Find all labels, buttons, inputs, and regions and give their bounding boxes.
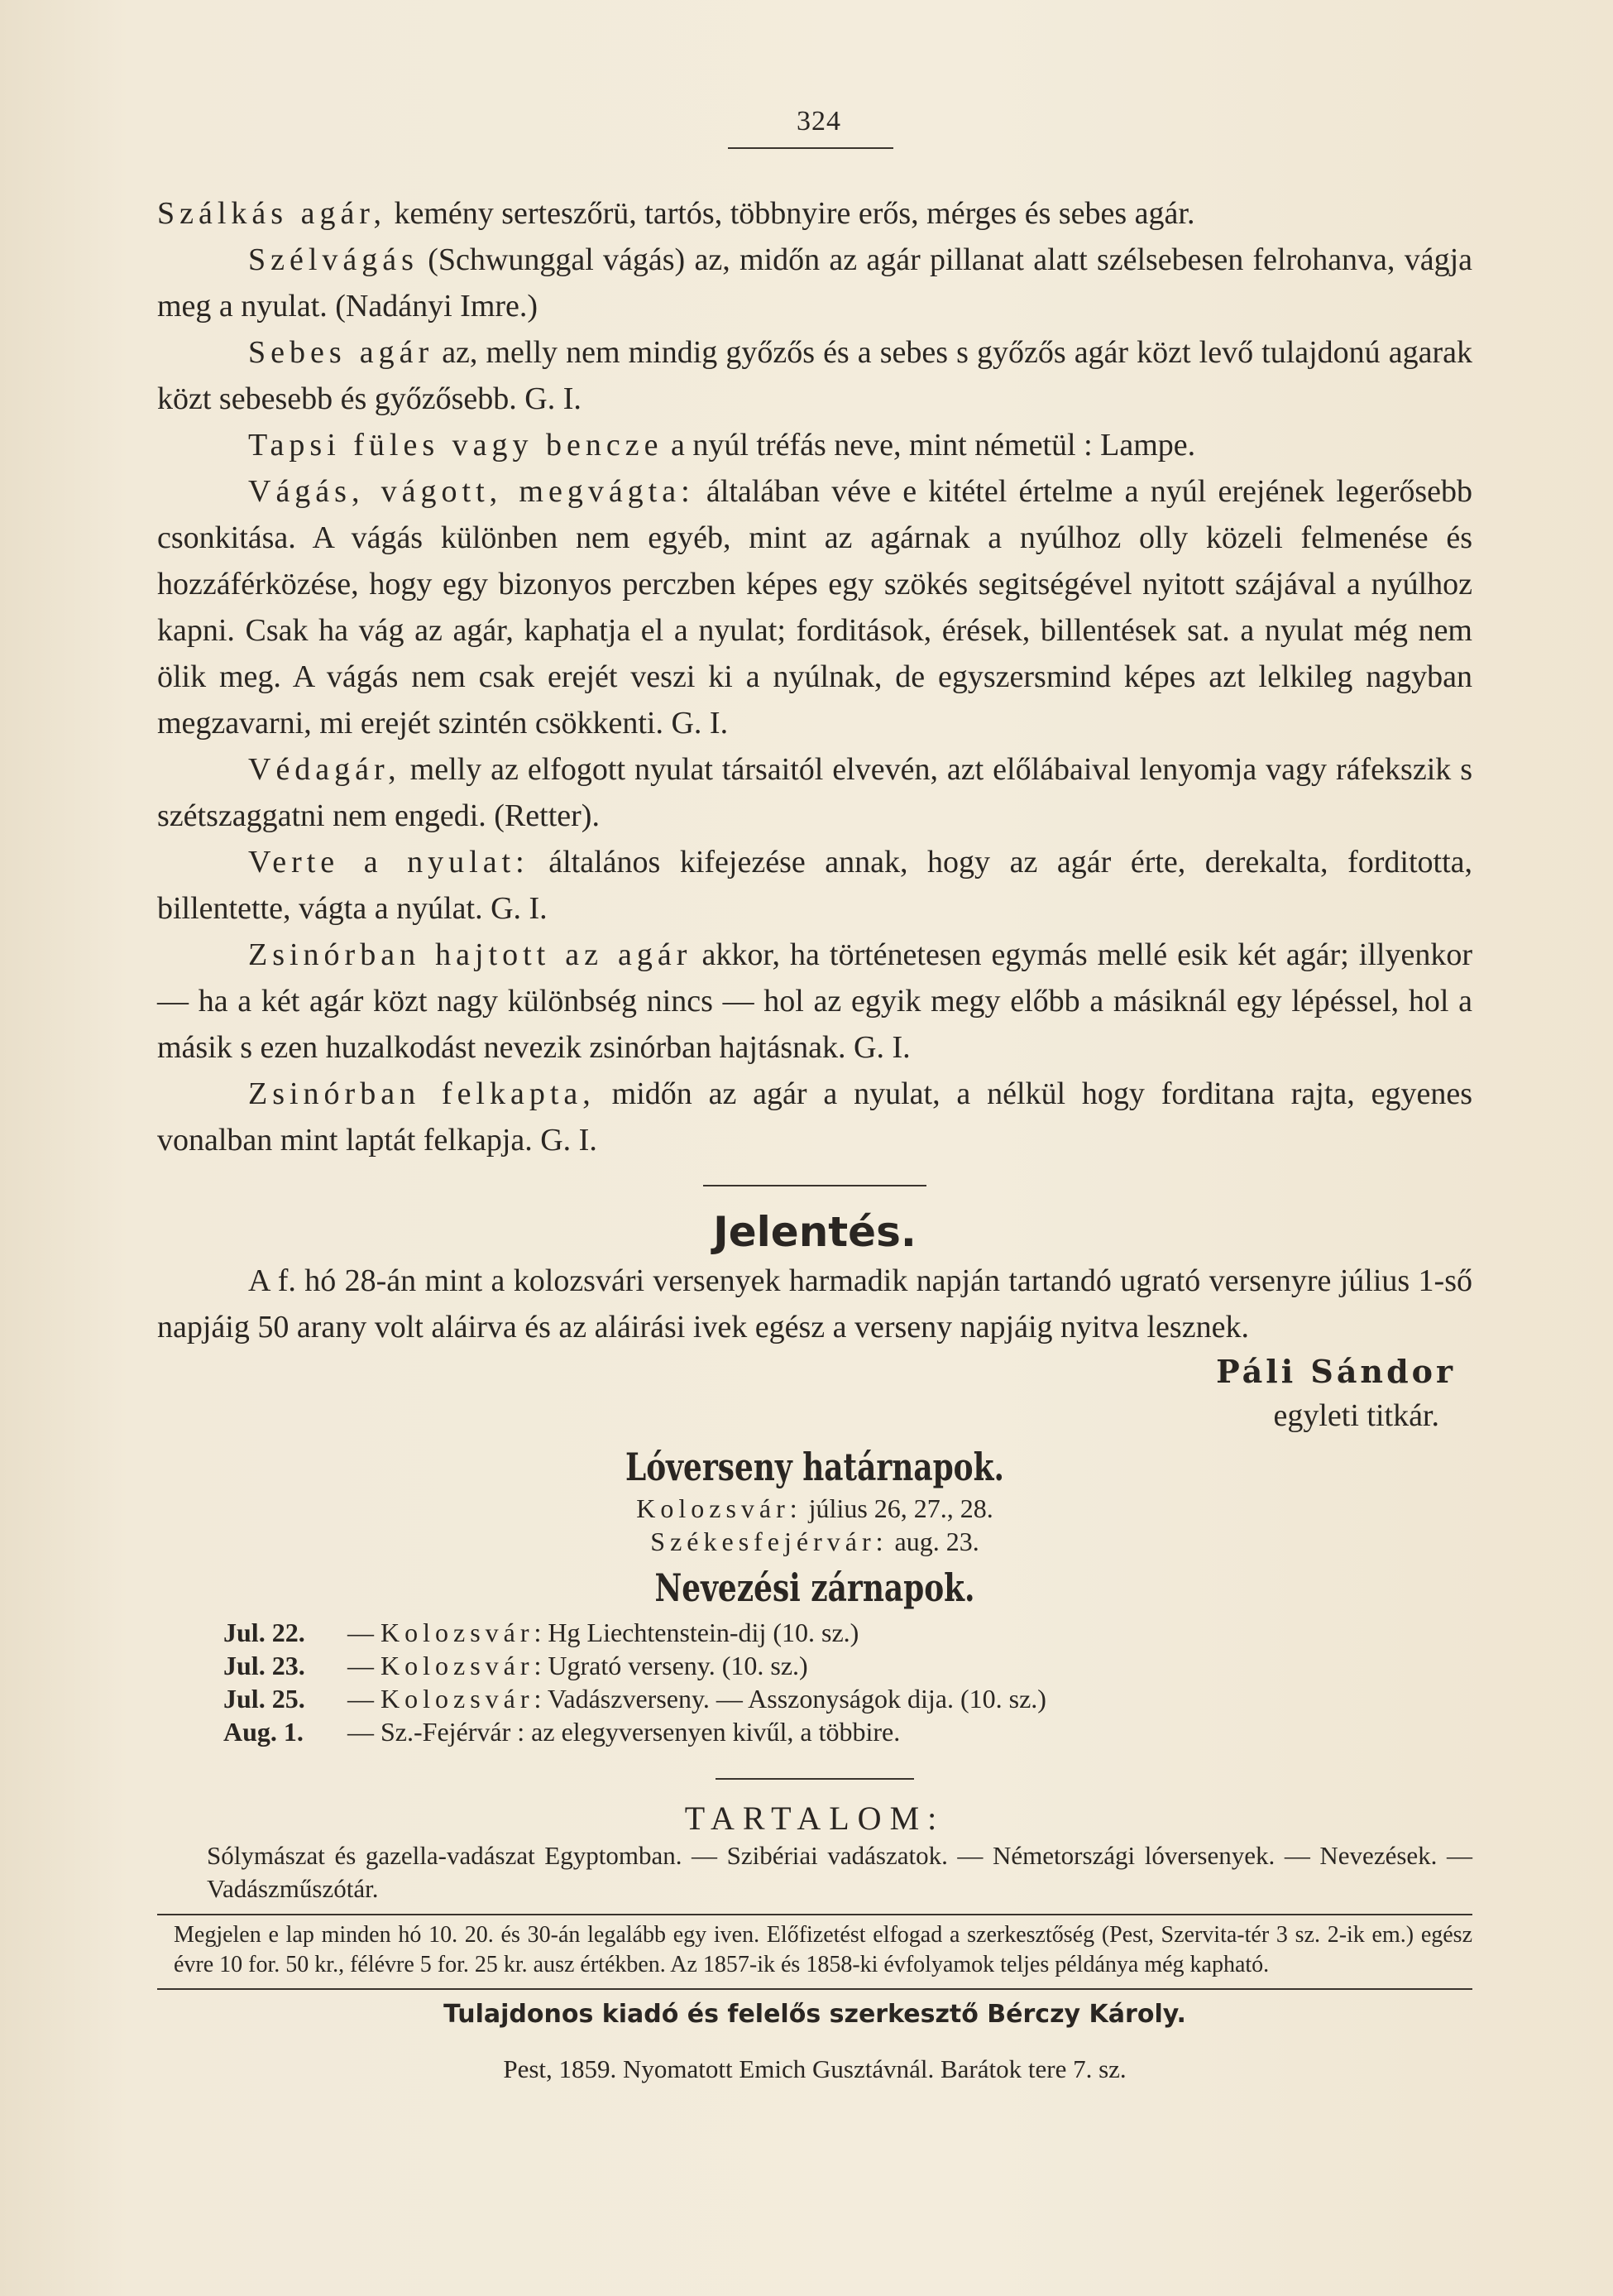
loverseny-heading: Lóverseny határnapok.: [625, 1445, 1004, 1489]
entry-vagas: [157, 468, 1472, 746]
entry-text: az, melly nem mindig győzős és a sebes s győzős agár közt levő tulajdonú agarak közt sebesebb és győzősebb. G. I.: [157, 335, 1472, 416]
tartalom-heading: TARTALOM:: [684, 1800, 945, 1837]
nevezesi-place: Sz.-Fejérvár: [381, 1717, 511, 1747]
top-rule: [728, 147, 893, 149]
entry-term: Vágás, vágott, megvágta:: [248, 474, 695, 509]
jelentes-text: A f. hó 28-án mint a kolozsvári versenyek harmadik napján tartandó ugrató versenyre július 1-ső napjáig 50 arany volt aláirva és az aláirási ivek egész a verseny napjáig nyitva lesznek.: [157, 1263, 1472, 1345]
page-number: 324: [797, 106, 841, 137]
jelentes-heading: Jelentés.: [713, 1208, 917, 1256]
nevezesi-dash: —: [347, 1717, 381, 1747]
entry-text: kemény serteszőrü, tartós, többnyire erős, mérges és sebes agár.: [385, 196, 1195, 231]
nevezesi-row: [223, 1715, 1472, 1748]
jelentes-signer-title-row: [157, 1394, 1472, 1437]
loverseny-place: Székesfejérvár:: [650, 1527, 888, 1556]
entry-term: Szálkás agár,: [157, 196, 386, 231]
nevezesi-row: [223, 1649, 1472, 1682]
signer-name: Páli Sándor: [1216, 1353, 1456, 1390]
nevezesi-text: : Ugrató verseny. (10. sz.): [534, 1651, 808, 1680]
nevezesi-text: : Hg Liechtenstein-dij (10. sz.): [534, 1618, 859, 1647]
entry-term: Szélvágás: [248, 242, 419, 277]
nevezesi-text: : Vadászverseny. — Asszonyságok dija. (10. sz.): [534, 1684, 1046, 1714]
entry-text: általában véve e kitétel értelme a nyúl erejének legerősebb csonkitása. A vágás különben nem egyéb, mint az agárnak a nyúlhoz olly közeli felmenése és hozzáférközése, hogy egy bizonyos perczben képes egy szökés segitségével nyitott szájával a nyúlhoz kapni. Csak ha vág az agár, kaphatja el a nyulat; forditások, érések, billentések sat. a nyulat még nem ölik meg. A vágás nem csak erejét veszi ki a nyúlnak, de egyszersmind képes azt lelkileg nagyban megzavarni, mi erejét szintén csökkenti. G. I.: [157, 474, 1473, 741]
loverseny-line: [157, 1525, 1472, 1558]
entry-sebes-agar: [157, 329, 1472, 422]
section-rule: [703, 1185, 926, 1186]
entry-text: (Schwunggal vágás) az, midőn az agár pillanat alatt szélsebesen felrohanva, vágja meg a nyulat. (Nadányi Imre.): [157, 242, 1472, 324]
entry-tapsi-fules: [157, 422, 1472, 468]
loverseny-line: [157, 1492, 1472, 1525]
entry-zsinorban-felkapta: [157, 1071, 1472, 1163]
entry-szelvagas: [157, 237, 1472, 329]
nevezesi-dash: —: [347, 1651, 381, 1680]
nevezesi-date: Jul. 25.: [223, 1684, 305, 1714]
entry-term: Tapsi füles vagy bencze: [248, 428, 663, 463]
content: [157, 190, 1472, 2089]
entry-term: Zsinórban felkapta,: [248, 1076, 596, 1111]
footer-rule: [157, 1988, 1472, 1990]
nevezesi-row: [223, 1682, 1472, 1715]
entry-verte-a-nyulat: [157, 839, 1472, 932]
loverseny-date: aug. 23.: [888, 1527, 979, 1556]
section-rule: [716, 1778, 914, 1780]
nevezesi-text: : az elegyversenyen kivűl, a többire.: [510, 1717, 901, 1747]
footer-rule: [157, 1914, 1472, 1915]
entry-text: melly az elfogott nyulat társaitól elvevén, azt előlábaival lenyomja vagy ráfekszik s szétszaggatni nem engedi. (Retter).: [157, 752, 1472, 833]
printer-line: Pest, 1859. Nyomatott Emich Gusztávnál. Barátok tere 7. sz.: [503, 2054, 1127, 2083]
nevezesi-place: Kolozsvár: [381, 1684, 534, 1714]
loverseny-date: július 26, 27., 28.: [802, 1493, 993, 1523]
nevezesi-list: [223, 1616, 1472, 1748]
entry-vedagar: [157, 746, 1472, 839]
nevezesi-dash: —: [347, 1684, 381, 1714]
entry-szalkas-agar: [157, 190, 1472, 237]
jelentes-signer: [157, 1350, 1472, 1394]
entry-text: a nyúl tréfás neve, mint németül : Lampe.: [663, 428, 1196, 463]
nevezesi-date: Jul. 22.: [223, 1618, 305, 1647]
nevezesi-heading: Nevezési zárnapok.: [654, 1565, 975, 1610]
nevezesi-dash: —: [347, 1618, 381, 1647]
nevezesi-place: Kolozsvár: [381, 1618, 534, 1647]
nevezesi-date: Jul. 23.: [223, 1651, 305, 1680]
subscription-notice: Megjelen e lap minden hó 10. 20. és 30-án legalább egy iven. Előfizetést elfogad a szerkesztőség (Pest, Szervita-tér 3 sz. 2-ik em.) egész évre 10 for. 50 kr., félévre 5 for. 25 kr. ausz értékben. Az 1857-ik és 1858-ki évfolyamok teljes példánya még kapható.: [174, 1922, 1472, 1977]
entry-zsinorban-hajtott: [157, 932, 1472, 1071]
entry-term: Sebes agár: [248, 335, 434, 370]
signer-title: egyleti titkár.: [1273, 1398, 1439, 1433]
entry-text: midőn az agár a nyulat, a nélkül hogy forditana rajta, egyenes vonalban mint laptát felkapja. G. I.: [157, 1076, 1472, 1158]
tartalom-text: Sólymászat és gazella-vadászat Egyptomban. — Szibériai vadászatok. — Németországi lóversenyek. — Nevezések. — Vadászműszótár.: [207, 1841, 1472, 1903]
entry-term: Verte a nyulat:: [248, 845, 529, 880]
nevezesi-row: [223, 1616, 1472, 1649]
entry-text: általános kifejezése annak, hogy az agár érte, derekalta, forditotta, billentette, vágta a nyúlat. G. I.: [157, 845, 1472, 926]
entry-term: Védagár,: [248, 752, 401, 787]
entry-text: akkor, ha történetesen egymás mellé esik két agár; illyenkor — ha a két agár közt nagy különbség nincs — hol az egyik megy előbb a másiknál egy lépéssel, hol a másik s ezen huzalkodást nevezik zsinórban hajtásnak. G. I.: [157, 937, 1472, 1065]
nevezesi-place: Kolozsvár: [381, 1651, 534, 1680]
loverseny-place: Kolozsvár:: [636, 1493, 802, 1523]
publisher-line: Tulajdonos kiadó és felelős szerkesztő Bérczy Károly.: [443, 2000, 1186, 2029]
entry-term: Zsinórban hajtott az agár: [248, 937, 692, 972]
nevezesi-date: Aug. 1.: [223, 1717, 304, 1747]
